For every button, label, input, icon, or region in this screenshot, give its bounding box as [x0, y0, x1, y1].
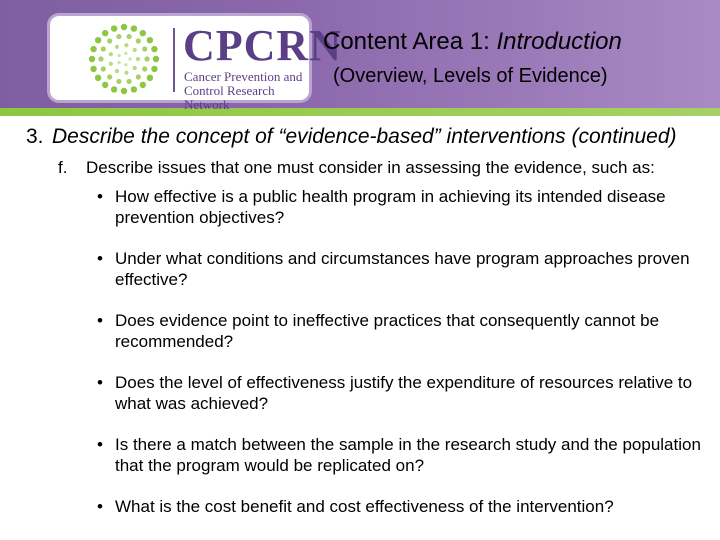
bullet-text: How effective is a public health program in achieving its intended disease prevention objectives? — [115, 187, 666, 227]
bullet-text: Is there a match between the sample in the research study and the population that the program would be replicated on? — [115, 435, 701, 475]
slide-title-prefix: Content Area 1: — [323, 28, 490, 55]
subitem — [58, 158, 655, 178]
logo-divider — [173, 28, 175, 92]
bullet-list — [97, 186, 717, 537]
bullet-text: Does evidence point to ineffective practices that consequently cannot be recommended? — [115, 311, 660, 351]
bullet-icon: • — [97, 497, 103, 516]
slide-title-emphasis: Introduction — [496, 28, 622, 55]
item-text: Describe the concept of “evidence-based” interventions — [52, 125, 566, 148]
cpcrn-logo — [47, 13, 342, 112]
subitem-letter: f. — [58, 158, 68, 177]
bullet-icon: • — [97, 249, 103, 268]
list-item — [97, 248, 717, 290]
section-heading — [26, 125, 677, 149]
bullet-icon: • — [97, 435, 103, 454]
logo-name: CPCRN — [183, 21, 342, 70]
list-item — [97, 496, 717, 517]
list-item — [97, 434, 717, 476]
bullet-text: Does the level of effectiveness justify the expenditure of resources relative to what was achieved? — [115, 373, 693, 413]
bullet-text: What is the cost benefit and cost effectiveness of the intervention? — [115, 497, 614, 516]
list-item — [97, 372, 717, 414]
slide-title — [323, 28, 622, 56]
subitem-text: Describe issues that one must consider in assessing the evidence, such as: — [86, 158, 655, 177]
bullet-text: Under what conditions and circumstances have program approaches proven effective? — [115, 249, 690, 289]
list-item — [97, 186, 717, 228]
header-accent-strip — [0, 108, 720, 116]
bullet-icon: • — [97, 311, 103, 330]
dot-circle-logo-icon — [88, 23, 160, 95]
slide-subtitle: (Overview, Levels of Evidence) — [333, 65, 608, 87]
list-item — [97, 310, 717, 352]
bullet-icon: • — [97, 373, 103, 392]
logo-subtitle: Cancer Prevention and Control Research Network — [184, 69, 303, 112]
bullet-icon: • — [97, 187, 103, 206]
item-note: (continued) — [571, 125, 677, 148]
item-number: 3. — [26, 125, 44, 148]
